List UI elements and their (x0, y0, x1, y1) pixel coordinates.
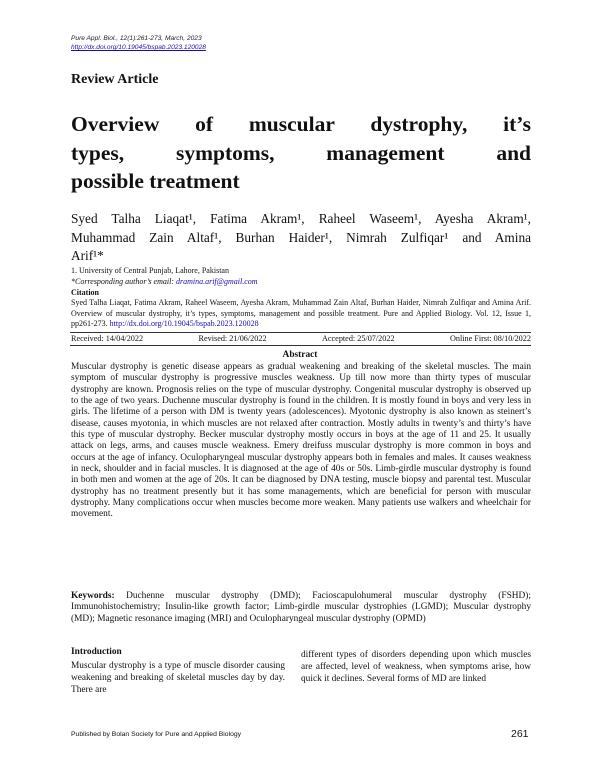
header-doi-link[interactable]: http://dx.doi.org/10.19045/bspab.2023.120028 (71, 44, 206, 51)
journal-citation: Pure Appl. Biol., 12(1):261-273, March, 2023 (71, 35, 202, 42)
citation-text: Syed Talha Liaqat, Fatima Akram, Raheel Waseem, Ayesha Akram, Muhammad Zain Altaf, Burhan Haider, Nimrah Zulfiqar and Amina Arif. Overview of muscular dystrophy, it’s types, symptoms, management and possible treatment. Pure and Applied Biology. Vol. 12, Issue 1, pp261-273. (71, 298, 531, 328)
abstract-body: Muscular dystrophy is genetic disease appears as gradual weakening and breaking of the skeletal muscles. The main symptom of muscular dystrophy is progressive muscles weakness. Up till now more than thirty types of muscular dystrophy are known. Prognosis relies on the type of muscular dystrophy. Congenital muscular dystrophy is observed up to the age of two years. Duchenne muscular dystrophy is found in the children. It is mostly found in boys and very less in girls. The lifetime of a person with DM is twenty years (adolescences). Myotonic dystrophy is also known as steinert’s disease, causes myotonia, in which muscles are not relaxed after contraction. Mostly adults in twenty’s and thirty’s have this type of muscular dystrophy. Becker muscular dystrophy mostly occurs in boys at the age of 11 and 25. It usually attack on legs, arms, and causes muscle weakness. Emery dreifuss muscular dystrophy is more common in boys and occurs at the age of infancy. Oculopharyngeal muscular dystrophy appears both in females and males. It causes weakness in neck, shoulder and in facial muscles. It is diagnosed at the age of 40s or 50s. Limb-girdle muscular dystrophy is found in both men and women at the age of 20s. It can be diagnosed by DNA testing, muscle biopsy and parental test. Muscular dystrophy has no treatment presently but it has some managements, which are beneficial for person with muscular dystrophy. Many complications occur when muscles become more weaken. Many patients use walkers and wheelchair for movement. (71, 362, 531, 520)
received-date: Received: 14/04/2022 (71, 334, 144, 343)
introduction-left-column: Muscular dystrophy is a type of muscle disorder causing weakening and breaking of skeletal muscles day by day. There are (71, 661, 285, 696)
online-first-date: Online First: 08/10/2022 (450, 334, 531, 343)
introduction-right-column: different types of disorders depending upon which muscles are affected, level of weakness, when symptoms arise, how quick it declines. Several forms of MD are linked (301, 650, 531, 685)
corresponding-label: *Corresponding author’s email: (71, 277, 176, 286)
dates-bottom-divider (70, 345, 531, 346)
citation-block (71, 298, 531, 330)
article-type: Review Article (71, 72, 159, 87)
revised-date: Revised: 21/06/2022 (198, 334, 267, 343)
author-line-3: Arif¹* (71, 248, 104, 263)
article-title (71, 110, 531, 196)
keywords-label: Keywords: (71, 591, 115, 601)
corresponding-author (71, 277, 258, 288)
keywords (71, 591, 531, 625)
dates-top-divider (70, 332, 531, 333)
citation-heading: Citation (71, 288, 99, 297)
author-line-1: Syed Talha Liaqat¹, Fatima Akram¹, Raheel Waseem¹, Ayesha Akram¹, (71, 211, 531, 226)
author-line-2: Muhammad Zain Altaf¹, Burhan Haider¹, Nimrah Zulfiqar¹ and Amina (71, 229, 531, 245)
corresponding-email-link[interactable]: dramina.arif@gmail.com (175, 277, 258, 286)
abstract-heading: Abstract (282, 350, 318, 360)
page-number: 261 (511, 728, 529, 740)
author-list (71, 210, 531, 266)
introduction-heading: Introduction (71, 647, 122, 657)
keywords-text: Duchenne muscular dystrophy (DMD); Facioscapulohumeral muscular dystrophy (FSHD); Immunohistochemistry; Insulin-like growth factor; Limb-girdle muscular dystrophies (LGMD); Muscular dystrophy (MD); Magnetic resonance imaging (MRI) and Oculopharyngeal muscular dystrophy (OPMD) (71, 591, 531, 624)
publisher-footer: Published by Bolan Society for Pure and Applied Biology (71, 731, 242, 738)
journal-header (71, 34, 206, 52)
title-line-3: possible treatment (71, 169, 240, 193)
title-line-2: types, symptoms, management and (71, 140, 531, 165)
dates-row (71, 334, 531, 343)
accepted-date: Accepted: 25/07/2022 (322, 334, 395, 343)
title-line-1: Overview of muscular dystrophy, it’s (71, 112, 531, 136)
citation-doi-link[interactable]: http://dx.doi.org/10.19045/bspab.2023.120028 (109, 319, 259, 328)
affiliation: 1. University of Central Punjab, Lahore, Pakistan (71, 266, 229, 275)
